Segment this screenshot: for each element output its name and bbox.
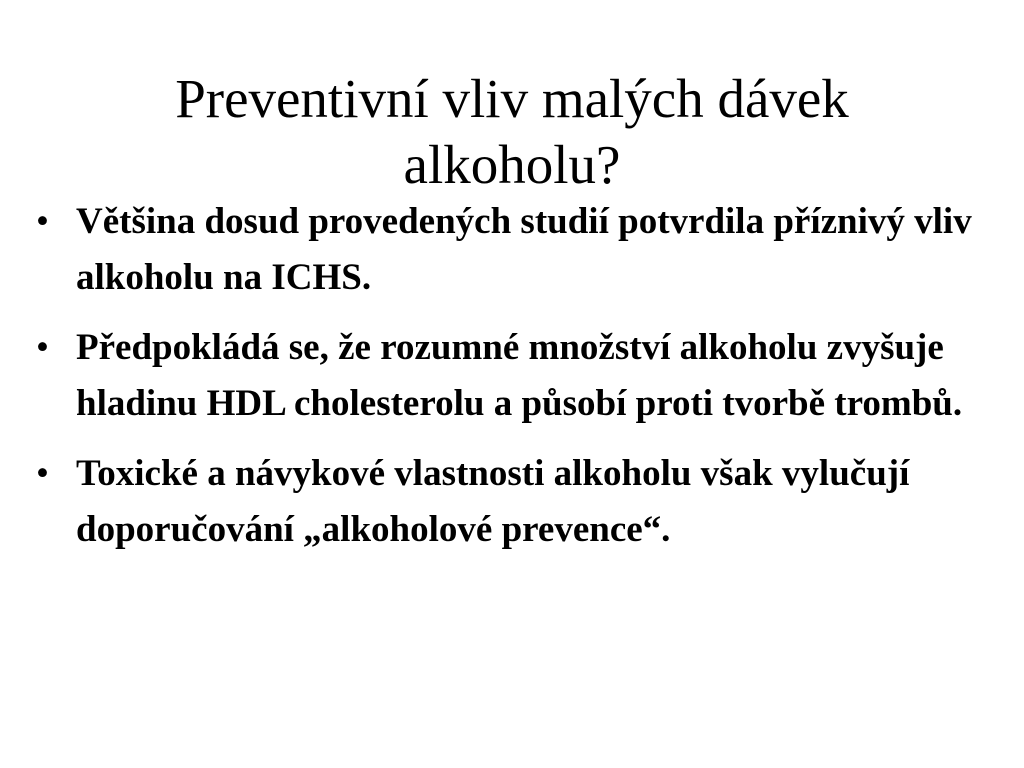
bullet-point-icon: • <box>36 327 49 368</box>
bullet-text: Toxické a návykové vlastnosti alkoholu však vylučují doporučování „alkoholové prevence“. <box>76 453 910 550</box>
bullet-point-icon: • <box>36 453 49 494</box>
bullet-text: Předpokládá se, že rozumné množství alkoholu zvyšuje hladinu HDL cholesterolu a působí proti tvorbě trombů. <box>76 327 963 424</box>
bullet-item <box>36 320 996 432</box>
slide-title: Preventivní vliv malých dávek alkoholu? <box>175 68 849 195</box>
bullet-item <box>36 194 996 306</box>
bullet-list <box>36 194 996 572</box>
bullet-text: Většina dosud provedených studií potvrdila příznivý vliv alkoholu na ICHS. <box>76 201 972 298</box>
bullet-item <box>36 446 996 558</box>
bullet-point-icon: • <box>36 201 49 242</box>
